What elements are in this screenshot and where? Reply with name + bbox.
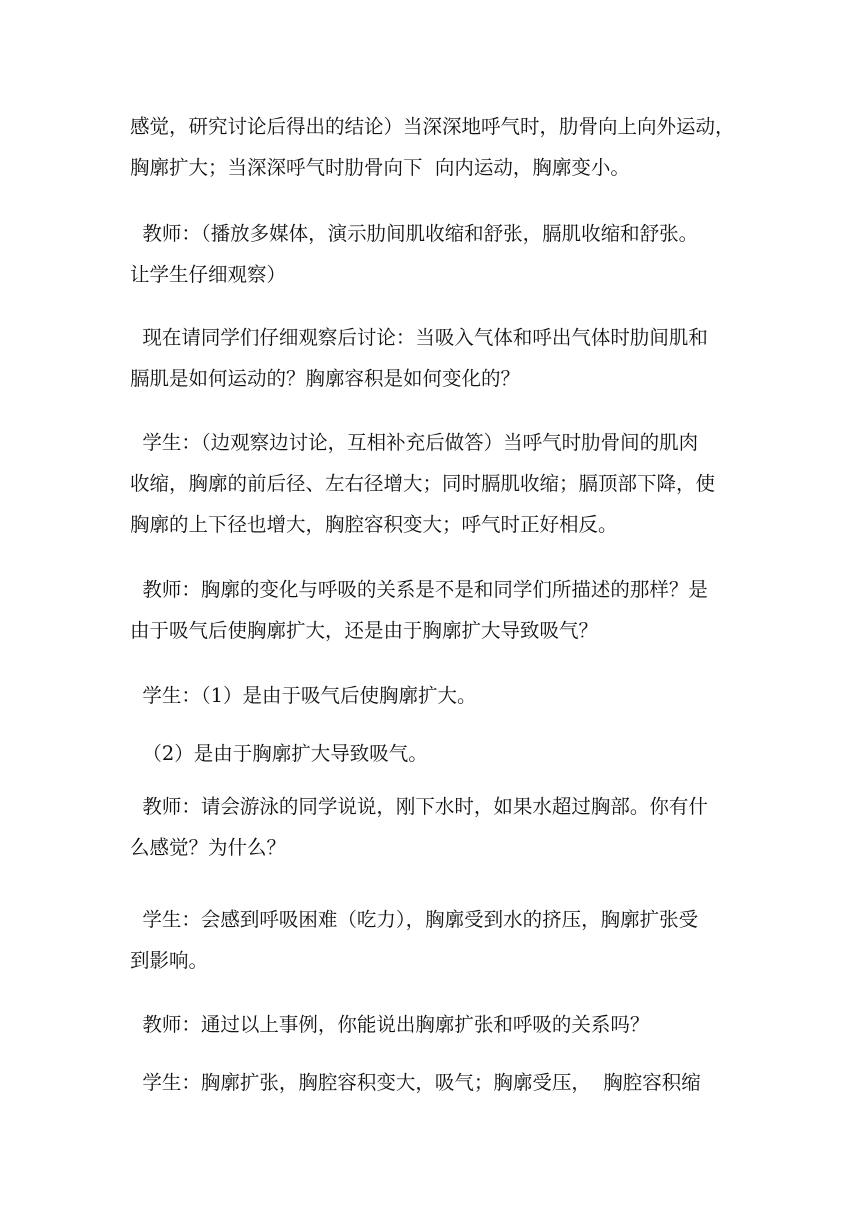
text-line: 学生：胸廓扩张，胸腔容积变大，吸气；胸廓受压， 胸腔容积缩: [130, 1071, 701, 1094]
text-line: 学生：（边观察边讨论，互相补充后做答）当呼气时肋骨间的肌肉: [130, 431, 699, 454]
paragraph-2: [130, 213, 750, 295]
text-line: 收缩，胸廓的前后径、左右径增大；同时膈肌收缩；膈顶部下降，使: [130, 472, 716, 495]
text-line: 胸廓的上下径也增大，胸腔容积变大；呼气时正好相反。: [130, 513, 618, 536]
text-line: 胸廓扩大；当深深呼气时肋骨向下 向内运动，胸廓变小。: [130, 156, 630, 179]
text-line: 教师：胸廓的变化与呼吸的关系是不是和同学们所描述的那样？是: [130, 578, 708, 601]
text-line: 么感觉？为什么？: [130, 836, 287, 859]
paragraph-3: [130, 317, 750, 399]
text-line: 教师：请会游泳的同学说说，刚下水时，如果水超过胸部。你有什: [130, 795, 708, 818]
paragraph-8: [130, 786, 750, 868]
paragraph-9: [130, 899, 750, 981]
text-line: 到影响。: [130, 949, 209, 972]
text-line: 教师：通过以上事例，你能说出胸廓扩张和呼吸的关系吗？: [130, 1013, 650, 1036]
paragraph-1: [130, 106, 750, 188]
text-line: 由于吸气后使胸廓扩大，还是由于胸廓扩大导致吸气？: [130, 619, 599, 642]
text-line: 让学生仔细观察）: [130, 263, 287, 286]
paragraph-6: [130, 675, 750, 716]
text-line: 膈肌是如何运动的？胸廓容积是如何变化的？: [130, 367, 521, 390]
text-line: （2）是由于胸廓扩大导致吸气。: [130, 742, 428, 765]
paragraph-4: [130, 422, 750, 545]
paragraph-10: [130, 1004, 750, 1045]
text-line: 现在请同学们仔细观察后讨论：当吸入气体和呼出气体时肋间肌和: [130, 326, 708, 349]
text-line: 教师：（播放多媒体，演示肋间肌收缩和舒张，膈肌收缩和舒张。: [130, 222, 699, 245]
text-line: 学生：会感到呼吸困难（吃力），胸廓受到水的挤压，胸廓扩张受: [130, 908, 699, 931]
paragraph-11: [130, 1062, 750, 1103]
text-line: 学生：（1）是由于吸气后使胸廓扩大。: [130, 684, 477, 707]
text-line: 感觉，研究讨论后得出的结论）当深深地呼气时，肋骨向上向外运动，: [130, 115, 735, 138]
paragraph-5: [130, 569, 750, 651]
paragraph-7: [130, 733, 750, 774]
